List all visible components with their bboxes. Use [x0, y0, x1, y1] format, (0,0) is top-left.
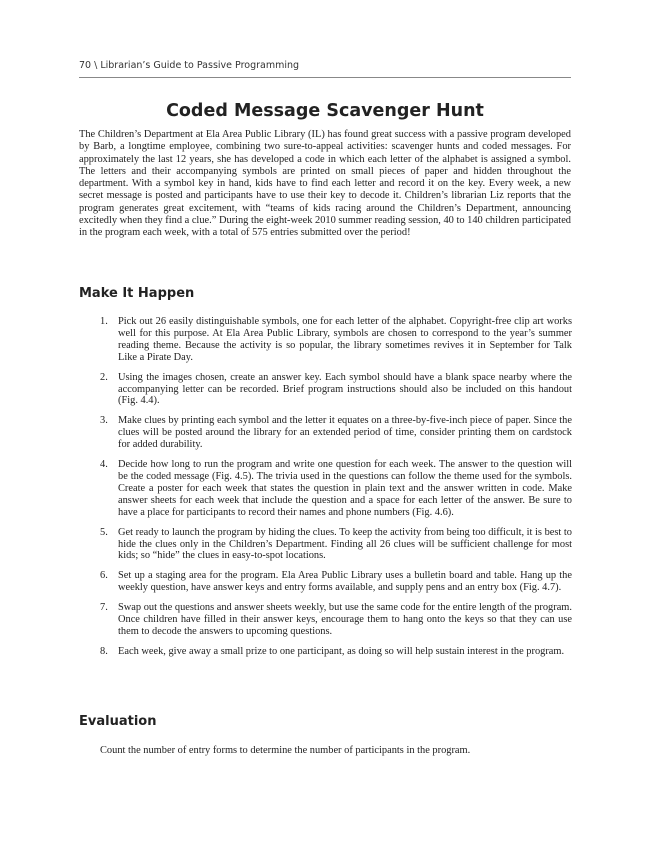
- step-number: 8.: [100, 645, 108, 657]
- step-text: Get ready to launch the program by hiding the clues. To keep the activity from being too difficult, it is best to hide the clues only in the Children’s Department. Finding all 26 clues will be sufficient challenge for most kids; so “hide” the clues in easy-to-spot locations.: [118, 526, 572, 562]
- intro-paragraph: The Children’s Department at Ela Area Public Library (IL) has found great success with a passive program developed by Barb, a longtime employee, combining two sure-to-appeal activities: scavenger hunts and coded messages. For approximately the last 12 years, she has developed a code in which each letter of the alphabet is assigned a symbol. The letters and their accompanying symbols are printed on small pieces of paper and hidden throughout the department. With a symbol key in hand, kids have to find each letter and record it on the key. Every week, a new secret message is posted and participants have to use their key to decode it. Children’s librarian Liz reports that the program generates great excitement, with “teams of kids racing around the Children’s Department, announcing excitedly when they find a clue.” During the eight-week 2010 summer reading session, 40 to 140 children participated in the program each week, with a total of 575 entries submitted over the period!: [79, 129, 571, 238]
- page-title: Coded Message Scavenger Hunt: [166, 101, 484, 121]
- list-item: [100, 602, 572, 638]
- step-number: 5.: [100, 526, 108, 538]
- step-number: 2.: [100, 371, 108, 383]
- list-item: [100, 570, 572, 594]
- step-text: Swap out the questions and answer sheets weekly, but use the same code for the entire length of the program. Once children have filled in their answer keys, encourage them to hang onto the keys so that they can use them to decode the answers to upcoming questions.: [118, 602, 572, 637]
- list-item: [100, 372, 572, 408]
- evaluation-paragraph: Count the number of entry forms to determine the number of participants in the program.: [100, 745, 471, 756]
- step-number: 7.: [100, 602, 108, 614]
- section-heading-make-it-happen: Make It Happen: [79, 286, 195, 301]
- step-number: 1.: [100, 316, 108, 327]
- running-head: 70 \ Librarian’s Guide to Passive Programming: [79, 60, 300, 71]
- list-item: [100, 415, 572, 451]
- step-text: Make clues by printing each symbol and the letter it equates on a three-by-five-inch piece of paper. Since the clues will be posted around the library for an extended period of time, consider printing them on cardstock for added durability.: [118, 415, 572, 451]
- header-rule: [79, 77, 571, 78]
- list-item: [100, 527, 572, 563]
- steps-list: [100, 316, 572, 666]
- step-text: Pick out 26 easily distinguishable symbols, one for each letter of the alphabet. Copyright-free clip art works well for this purpose. At Ela Area Public Library, symbols are chosen to correspond to the year’s summer reading theme. Because the activity is so popular, the library sometimes revives it in September for Talk Like a Pirate Day.: [118, 316, 572, 363]
- step-text: Decide how long to run the program and write one question for each week. The answer to the question will be the coded message (Fig. 4.5). The trivia used in the questions can follow the theme used for the symbols. Create a poster for each week that states the question in plain text and the answer written in code. Make answer sheets for each week that include the question and a space for each letter of the answer. Be sure to have a place for participants to record their names and phone numbers (Fig. 4.6).: [118, 459, 572, 518]
- list-item: [100, 646, 572, 658]
- step-number: 3.: [100, 415, 108, 427]
- step-number: 6.: [100, 570, 108, 582]
- section-heading-evaluation: Evaluation: [79, 714, 157, 729]
- list-item: [100, 459, 572, 519]
- list-item: [100, 316, 572, 364]
- step-number: 4.: [100, 459, 108, 471]
- step-text: Using the images chosen, create an answer key. Each symbol should have a blank space nearby where the accompanying letter can be recorded. Brief program instructions should also be included on this handout (Fig. 4.4).: [118, 371, 572, 407]
- step-text: Each week, give away a small prize to one participant, as doing so will help sustain interest in the program.: [118, 645, 565, 657]
- step-text: Set up a staging area for the program. Ela Area Public Library uses a bulletin board and table. Hang up the weekly question, have answer keys and entry forms available, and supply pens and an entry box (Fig. 4.7).: [118, 570, 572, 594]
